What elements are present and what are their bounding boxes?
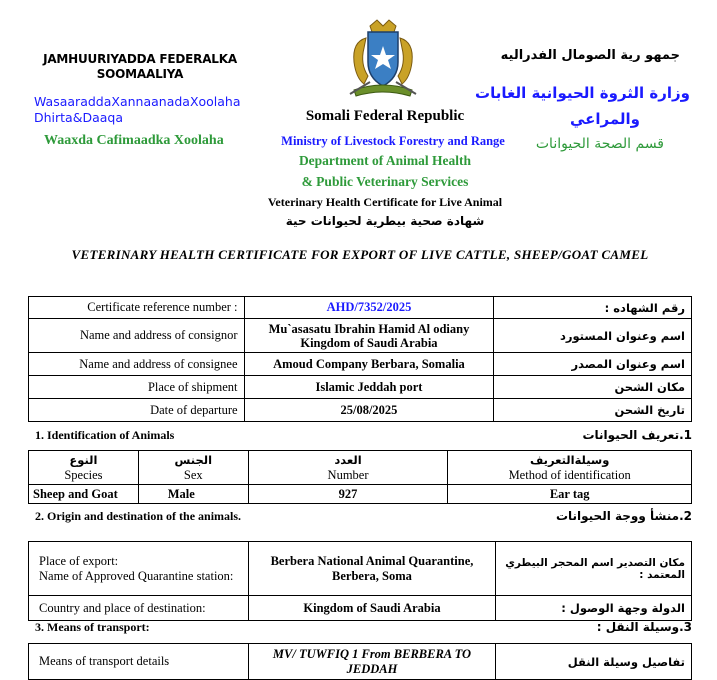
header-right-title: جمهو رية الصومال الفدراليه — [500, 48, 680, 63]
header-center-cert: Veterinary Health Certificate for Live Animal — [267, 195, 503, 209]
header-left-dept: Waaxda Cafimaadka Xoolaha — [44, 133, 224, 148]
header-center-republic: Somali Federal Republic — [305, 108, 465, 124]
export-label-line2: Name of Approved Quarantine station: — [39, 568, 234, 583]
method-header-en: Method of identification — [508, 467, 631, 482]
header-right-ministry-line2: والمراعي — [569, 110, 640, 128]
method-value: Ear tag — [448, 485, 692, 504]
number-value: 927 — [248, 485, 448, 504]
number-header — [248, 451, 448, 485]
table-row — [29, 596, 692, 621]
species-header-en: Species — [64, 467, 103, 482]
export-label-line1: Place of export: — [39, 553, 119, 568]
export-ar: مكان التصدير اسم المحجر البيطري المعتمد : — [496, 542, 692, 596]
consignor-value: Mu`asasatu Ibrahin Hamid Al odiany Kingdom of Saudi Arabia — [244, 319, 494, 353]
table-row — [29, 353, 692, 376]
table-row — [29, 644, 692, 680]
header-left-title: JAMHUURIYADDA FEDERALKA SOOMAALIYA — [43, 52, 237, 81]
species-value: Sheep and Goat — [29, 485, 139, 504]
header-center-dept: Department of Animal Health — [298, 153, 472, 168]
section2-title-ar: 2.منشأ ووجة الحيوانات — [555, 509, 692, 523]
consignee-value: Amoud Company Berbara, Somalia — [244, 353, 494, 376]
table-header-row — [29, 451, 692, 485]
consignee-label: Name and address of consignee — [29, 353, 245, 376]
sex-header-en: Sex — [183, 467, 203, 482]
table-row — [29, 399, 692, 422]
ref-ar: رقم الشهاده : — [494, 297, 692, 319]
sex-header — [138, 451, 248, 485]
table-row — [29, 297, 692, 319]
dest-label: Country and place of destination: — [29, 596, 249, 621]
table-row — [29, 485, 692, 504]
shipment-ar: مكان الشحن — [494, 376, 692, 399]
method-header-ar: وسيلةالتعريف — [529, 452, 610, 467]
table-row — [29, 376, 692, 399]
dest-ar: الدولة وجهة الوصول : — [496, 596, 692, 621]
header-center-ministry: Ministry of Livestock Forestry and Range — [281, 134, 505, 148]
animals-table — [28, 450, 692, 504]
departure-value: 25/08/2025 — [244, 399, 494, 422]
origin-table — [28, 541, 692, 621]
header-left-ministry: WasaaraddaXannaanadaXoolaha Dhirta&Daaqa — [34, 94, 241, 125]
species-header — [29, 451, 139, 485]
table-row — [29, 542, 692, 596]
transport-ar: تفاصيل وسيلة النقل — [496, 644, 692, 680]
sex-header-ar: الجنس — [174, 452, 213, 467]
header-right-dept: قسم الصحة الحيوانات — [535, 136, 664, 152]
somali-coat-of-arms-icon — [330, 18, 436, 100]
export-label — [29, 542, 249, 596]
ref-value: AHD/7352/2025 — [244, 297, 494, 319]
export-value: Berbera National Animal Quarantine, Berbera, Soma — [248, 542, 496, 596]
transport-label: Means of transport details — [29, 644, 249, 680]
departure-ar: تاريخ الشحن — [494, 399, 692, 422]
header-center-cert-ar: شهادة صحية بيطرية لحيوانات حية — [285, 214, 485, 228]
number-header-ar: العدد — [334, 452, 362, 467]
sex-value: Male — [138, 485, 248, 504]
dest-value: Kingdom of Saudi Arabia — [248, 596, 496, 621]
section1-title: 1. Identification of Animals — [35, 428, 175, 442]
consignor-ar: اسم وعنوان المستورد — [494, 319, 692, 353]
consignee-ar: اسم وعنوان المصدر — [494, 353, 692, 376]
method-header — [448, 451, 692, 485]
header-center-services: & Public Veterinary Services — [301, 174, 469, 189]
species-header-ar: النوع — [69, 452, 98, 467]
section3-title-ar: 3.وسيلة النقل : — [596, 620, 692, 634]
section3-title: 3. Means of transport: — [35, 620, 150, 634]
transport-table — [28, 643, 692, 680]
section1-title-ar: 1.تعريف الحيوانات — [582, 428, 692, 442]
transport-value: MV/ TUWFIQ 1 From BERBERA TO JEDDAH — [248, 644, 496, 680]
shipment-value: Islamic Jeddah port — [244, 376, 494, 399]
number-header-en: Number — [327, 467, 369, 482]
ref-label: Certificate reference number : — [29, 297, 245, 319]
shipment-label: Place of shipment — [29, 376, 245, 399]
departure-label: Date of departure — [29, 399, 245, 422]
certificate-title: VETERINARY HEALTH CERTIFICATE FOR EXPORT OF LIVE CATTLE, SHEEP/GOAT CAMEL — [71, 247, 649, 262]
table-row — [29, 319, 692, 353]
details-table — [28, 296, 692, 422]
consignor-label: Name and address of consignor — [29, 319, 245, 353]
header-right-ministry-line1: وزارة الثروة الحيوانية الغابات — [475, 84, 690, 102]
section2-title: 2. Origin and destination of the animals. — [35, 509, 242, 523]
